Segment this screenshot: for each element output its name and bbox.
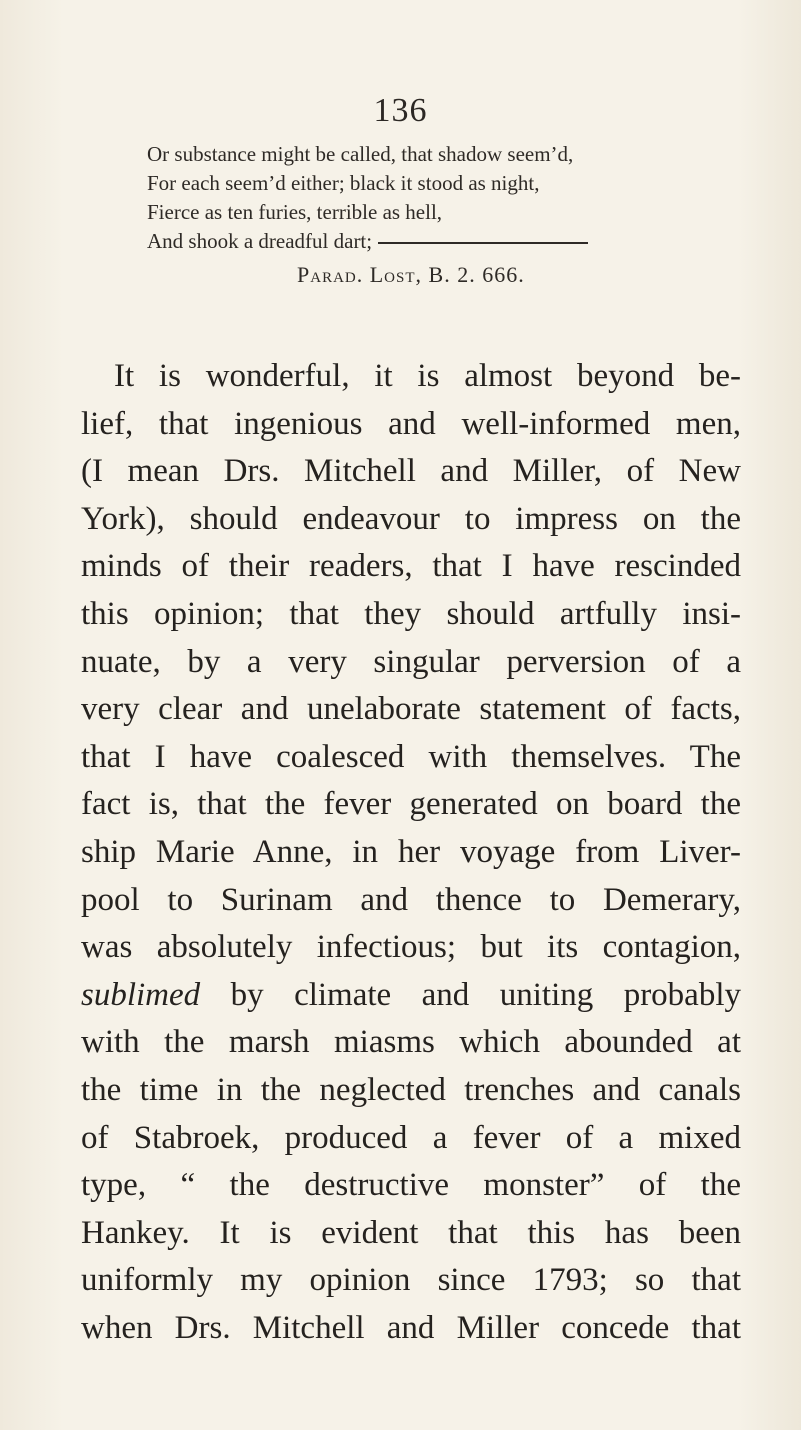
epigraph-citation: Parad. Lost, B. 2. 666. [297,262,525,287]
body-line: York), should endeavour to impress on the [81,500,741,537]
body-line-italic-start [81,972,741,1020]
dash-rule [378,242,588,244]
epigraph-line-with-rule [147,227,707,256]
epigraph-line: And shook a dreadful dart; [147,229,373,253]
epigraph-line: Fierce as ten furies, terrible as hell, [147,200,443,224]
body-line: fact is, that the fever generated on board the [81,786,741,823]
italic-word: sublimed [81,976,201,1013]
body-line: Hankey. It is evident that this has been [81,1214,741,1251]
body-line: with the marsh miasms which abounded at [81,1024,741,1061]
body-line: the time in the neglected trenches and canals [81,1071,741,1108]
body-paragraph [81,353,741,1352]
body-line: this opinion; that they should artfully insi- [81,595,741,632]
body-line: It is wonderful, it is almost beyond be- [114,358,741,394]
epigraph-line: Or substance might be called, that shadow seem’d, [147,142,574,166]
body-line: of Stabroek, produced a fever of a mixed [81,1119,741,1156]
body-line: pool to Surinam and thence to Demerary, [81,881,741,918]
body-line: type, “ the destructive monster” of the [81,1167,741,1204]
body-line: was absolutely infectious; but its contagion, [81,929,741,966]
body-line: ship Marie Anne, in her voyage from Liver- [81,833,741,870]
body-line: when Drs. Mitchell and Miller concede that [81,1309,741,1346]
body-line: nuate, by a very singular perversion of a [81,643,741,680]
epigraph [147,140,707,289]
body-line: (I mean Drs. Mitchell and Miller, of New [81,453,741,490]
body-line: uniformly my opinion since 1793; so that [81,1262,741,1299]
body-line-rest: by climate and uniting probably [200,976,741,1013]
page-number: 136 [373,92,428,129]
body-line: that I have coalesced with themselves. The [81,738,741,775]
body-line: minds of their readers, that I have rescinded [81,548,741,585]
body-line: lief, that ingenious and well-informed men, [81,405,741,442]
epigraph-line: For each seem’d either; black it stood as night, [147,171,540,195]
body-line: very clear and unelaborate statement of facts, [81,691,741,728]
